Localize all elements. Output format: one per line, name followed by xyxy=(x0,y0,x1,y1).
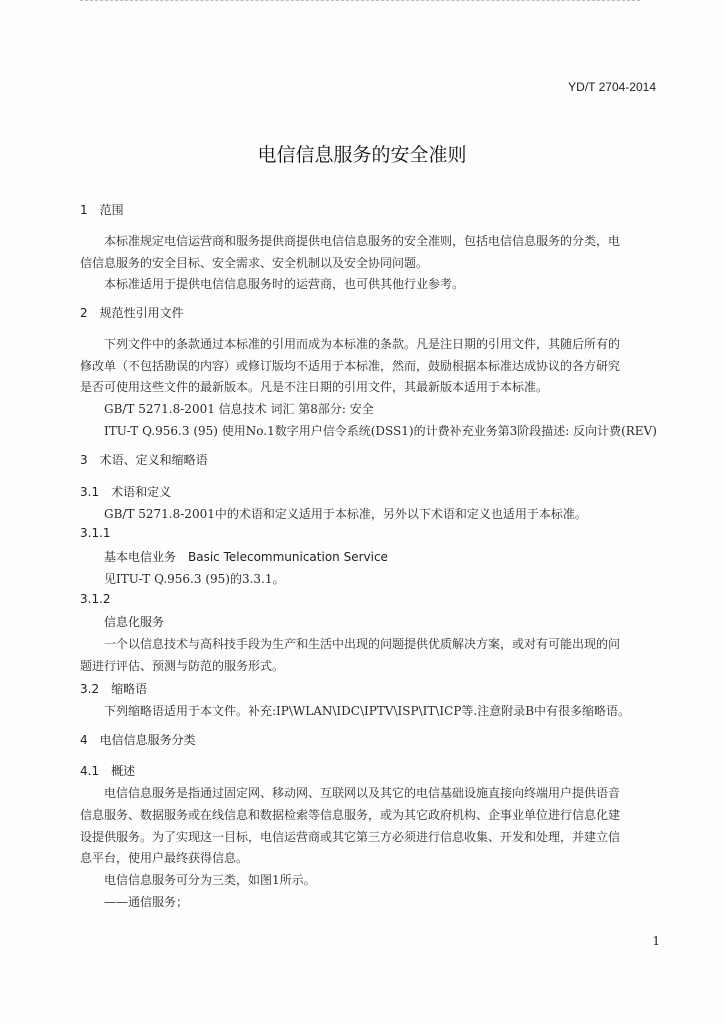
paragraph-line: 题进行评估、预测与防范的服务形式。 xyxy=(80,659,285,673)
section-3-heading: 3 术语、定义和缩略语 xyxy=(80,453,208,467)
paragraph-line: 设提供服务。为了实现这一目标，电信运营商或其它第三方必须进行信息收集、开发和处理，并建立信 xyxy=(80,830,621,844)
section-2-heading: 2 规范性引用文件 xyxy=(80,306,184,320)
paragraph-line: 本标准适用于提供电信信息服务时的运营商，也可供其他行业参考。 xyxy=(104,277,465,291)
term-heading: 信息化服务 xyxy=(104,615,165,629)
paragraph-line: ——通信服务； xyxy=(104,895,189,909)
clause-number: 3.1.2 xyxy=(80,592,111,606)
document-title: 电信信息服务的安全准则 xyxy=(257,144,467,166)
paragraph-line: 下列文件中的条款通过本标准的引用而成为本标准的条款。凡是注日期的引用文件，其随后所有的 xyxy=(104,337,621,351)
section-1-heading: 1 范围 xyxy=(80,203,124,217)
reference-line: GB/T 5271.8-2001 信息技术 词汇 第8部分: 安全 xyxy=(104,402,374,416)
scan-edge-artifact xyxy=(80,0,640,7)
paragraph-line: 一个以信息技术与高科技手段为生产和生活中出现的问题提供优质解决方案，或对有可能出现的问 xyxy=(104,637,621,651)
paragraph-line: 下列缩略语适用于本文件。补充:IP\WLAN\IDC\IPTV\ISP\IT\ICP等.注意附录B中有很多缩略语。 xyxy=(104,704,631,718)
paragraph-line: 见ITU-T Q.956.3 (95)的3.3.1。 xyxy=(104,572,285,586)
section-4-1-heading: 4.1 概述 xyxy=(80,764,136,778)
section-3-2-heading: 3.2 缩略语 xyxy=(80,682,148,696)
paragraph-line: 电信信息服务可分为三类，如图1所示。 xyxy=(104,873,316,887)
reference-line: ITU-T Q.956.3 (95) 使用No.1数字用户信令系统(DSS1)的计费补充业务第3阶段描述: 反向计费(REV) xyxy=(104,424,657,438)
paragraph-line: GB/T 5271.8-2001中的术语和定义适用于本标准，另外以下术语和定义也适用于本标准。 xyxy=(104,507,587,521)
paragraph-line: 信息服务、数据服务或在线信息和数据检索等信息服务，或为其它政府机构、企事业单位进行信息化建 xyxy=(80,808,621,822)
paragraph-line: 息平台，使用户最终获得信息。 xyxy=(80,851,249,865)
section-3-1-heading: 3.1 术语和定义 xyxy=(80,485,172,499)
paragraph-line: 本标准规定电信运营商和服务提供商提供电信信息服务的安全准则，包括电信信息服务的分类，电 xyxy=(104,234,621,248)
paragraph-line: 修改单（不包括勘误的内容）或修订版均不适用于本标准，然而，鼓励根据本标准达成协议的各方研究 xyxy=(80,359,621,373)
paragraph-line: 电信信息服务是指通过固定网、移动网、互联网以及其它的电信基础设施直接向终端用户提供语音 xyxy=(104,786,621,800)
clause-number: 3.1.1 xyxy=(80,526,111,540)
term-heading: 基本电信业务 Basic Telecommunication Service xyxy=(104,550,388,564)
section-4-heading: 4 电信信息服务分类 xyxy=(80,733,196,747)
paragraph-line: 信信息服务的安全目标、安全需求、安全机制以及安全协同问题。 xyxy=(80,256,429,270)
paragraph-line: 是否可使用这些文件的最新版本。凡是不注日期的引用文件，其最新版本适用于本标准。 xyxy=(80,380,549,394)
page-number: 1 xyxy=(652,934,660,948)
standard-number: YD/T 2704-2014 xyxy=(568,80,656,94)
